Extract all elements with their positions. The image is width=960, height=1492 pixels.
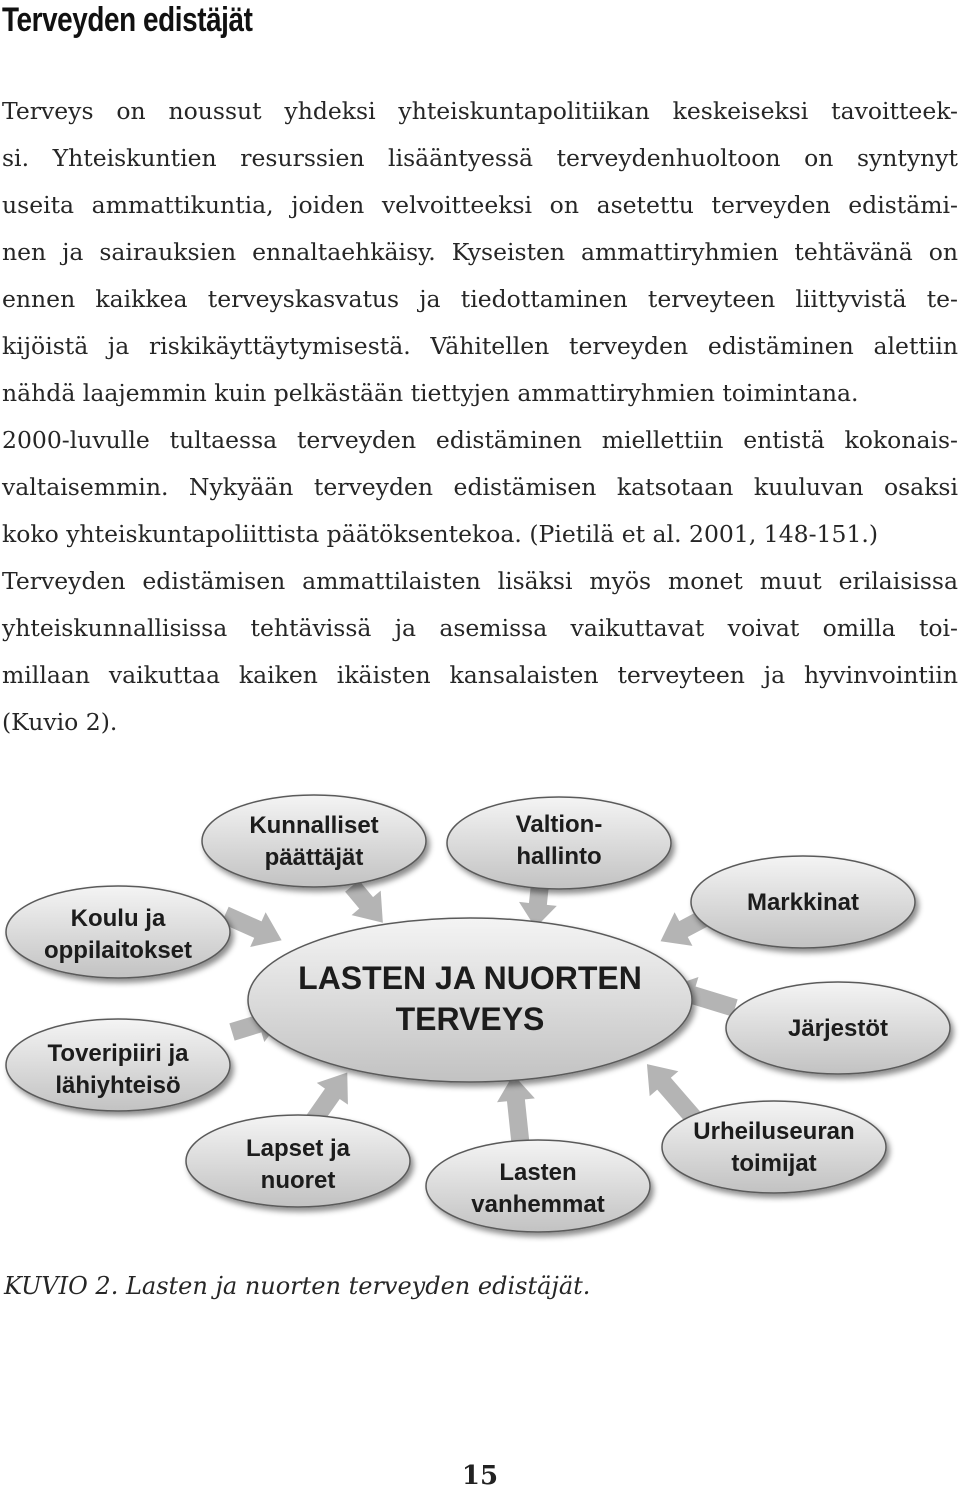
node-toveripiiri-ja-lahiyhteiso <box>6 1019 230 1111</box>
paragraph-line: koko yhteiskuntapoliittista päätöksentekoa. (Pietilä et al. 2001, 148-151.) <box>2 520 879 548</box>
paragraph-line: millaan vaikuttaa kaiken ikäisten kansalaisten terveyteen ja hyvinvointiin <box>2 661 958 689</box>
body-paragraph <box>2 88 958 746</box>
node-urheiluseuran-toimijat <box>662 1101 886 1193</box>
node-label-line: Lapset ja <box>245 1135 351 1162</box>
figure-caption: KUVIO 2. Lasten ja nuorten terveyden edistäjät. <box>4 1272 591 1300</box>
node-label-line: oppilaitokset <box>43 937 193 964</box>
node-label-line: Kunnalliset <box>249 812 379 839</box>
node-label-line: nuoret <box>260 1167 336 1194</box>
node-markkinat <box>691 856 915 948</box>
node-lasten-vanhemmat <box>426 1140 650 1232</box>
node-label-line: lähiyhteisö <box>55 1072 181 1099</box>
node-label-line: Toveripiiri ja <box>47 1040 189 1067</box>
paragraph-line: nen ja sairauksien ennaltaehkäisy. Kyseisten ammattiryhmien tehtävänä on <box>2 238 958 266</box>
paragraph-line: nähdä laajemmin kuin pelkästään tiettyjen ammattiryhmien toimintana. <box>2 379 859 407</box>
node-lapset-ja-nuoret <box>186 1115 410 1207</box>
paragraph-line: Terveys on noussut yhdeksi yhteiskuntapolitiikan keskeiseksi tavoitteek- <box>2 97 958 125</box>
node-koulu-ja-oppilaitokset <box>6 886 230 978</box>
node-label-line: Valtion- <box>515 811 603 838</box>
node-kunnalliset-paattajat <box>202 795 426 887</box>
health-promoters-diagram <box>0 780 960 1260</box>
node-jarjestot <box>726 982 950 1074</box>
node-label-line: Markkinat <box>746 889 860 916</box>
node-label-line: Koulu ja <box>70 905 166 932</box>
paragraph-line: si. Yhteiskuntien resurssien lisääntyessä terveydenhuoltoon on syntynyt <box>2 144 958 172</box>
center-node <box>248 918 692 1082</box>
node-label-line: päättäjät <box>264 844 364 871</box>
paragraph-line: valtaisemmin. Nykyään terveyden edistämisen katsotaan kuuluvan osaksi <box>2 473 958 501</box>
node-label-line: Järjestöt <box>787 1015 889 1042</box>
node-label-line: toimijat <box>731 1150 817 1177</box>
paragraph-line: yhteiskunnallisissa tehtävissä ja asemissa vaikuttavat voivat omilla toi- <box>2 614 958 642</box>
paragraph-line: Terveyden edistämisen ammattilaisten lisäksi myös monet muut erilaisissa <box>2 567 958 595</box>
center-label-line: LASTEN JA NUORTEN <box>298 960 642 996</box>
node-label-line: Lasten <box>499 1159 577 1186</box>
section-heading: Terveyden edistäjät <box>2 1 253 39</box>
paragraph-line: ennen kaikkea terveyskasvatus ja tiedottaminen terveyteen liittyvistä te- <box>2 285 958 313</box>
node-valtionhallinto <box>447 797 671 889</box>
node-label-line: vanhemmat <box>471 1191 605 1218</box>
node-label-line: Urheiluseuran <box>693 1118 855 1145</box>
page-number: 15 <box>461 1461 499 1491</box>
paragraph-line: 2000-luvulle tultaessa terveyden edistäminen miellettiin entistä kokonais- <box>2 426 958 454</box>
paragraph-line: kijöistä ja riskikäyttäytymisestä. Vähitellen terveyden edistäminen alettiin <box>2 332 958 360</box>
center-label-line: TERVEYS <box>395 1001 545 1037</box>
paragraph-line: (Kuvio 2). <box>2 708 118 736</box>
paragraph-line: useita ammattikuntia, joiden velvoitteeksi on asetettu terveyden edistämi- <box>2 191 958 219</box>
node-label-line: hallinto <box>516 843 602 870</box>
